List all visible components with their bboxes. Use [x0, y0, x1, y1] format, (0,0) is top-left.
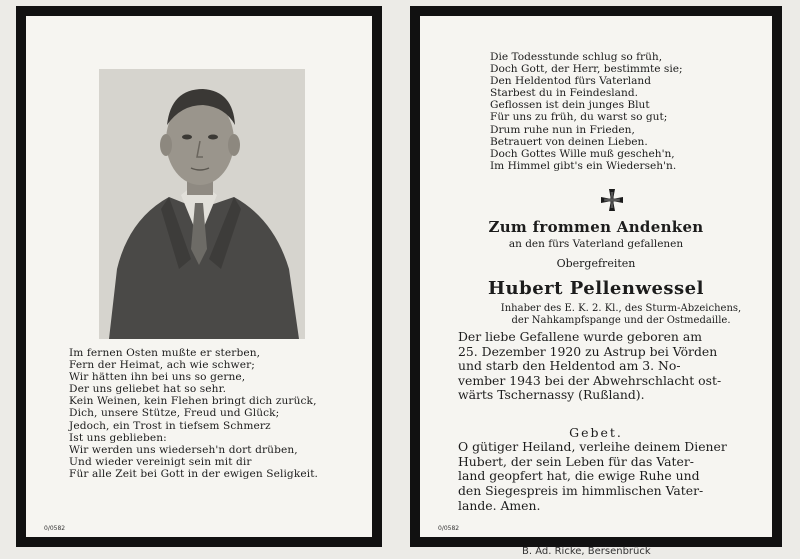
left-memorial-card: [16, 6, 382, 547]
rank-label: Obergefreiten: [556, 257, 636, 270]
poem-line: Geflossen ist dein junges Blut: [490, 99, 650, 112]
poem-line: Fern der Heimat, ach wie schwer;: [69, 359, 255, 372]
biography-text: [458, 330, 776, 403]
poem-line: Die Todesstunde schlug so früh,: [490, 51, 663, 63]
awards-text: [466, 303, 776, 327]
poem-line: Jedoch, ein Trost in tiefsem Schmerz: [69, 419, 271, 432]
bio-line: Der liebe Gefallene wurde geboren am: [458, 329, 702, 344]
printer-imprint: B. Ad. Ricke, Bersenbrück: [522, 546, 651, 557]
memorial-heading: Zum frommen Andenken: [488, 218, 704, 236]
prayer-line: lande. Amen.: [458, 497, 541, 513]
poem-line: Drum ruhe nun in Frieden,: [490, 123, 635, 136]
poem-line: Den Heldentod fürs Vaterland: [490, 75, 652, 88]
poem-line: Für uns zu früh, du warst so gut;: [490, 111, 668, 124]
right-poem: [490, 51, 683, 172]
poem-line: Im fernen Osten mußte er sterben,: [69, 347, 261, 359]
bio-line: wärts Tschernassy (Rußland).: [458, 387, 645, 402]
poem-line: Der uns geliebet hat so sehr.: [69, 383, 227, 396]
memorial-subheading: an den fürs Vaterland gefallenen: [508, 238, 684, 250]
poem-line: Kein Weinen, kein Flehen bringt dich zurück,: [69, 395, 317, 408]
awards-line: der Nahkampfspange und der Ostmedaille.: [511, 315, 731, 326]
left-card-paper: [26, 16, 372, 537]
iron-cross-icon: [600, 188, 624, 216]
poem-line: Wir werden uns wiederseh'n dort drüben,: [69, 443, 298, 456]
prayer-line: land geopfert hat, die ewige Ruhe und: [458, 468, 700, 484]
poem-line: Starbest du in Feindesland.: [490, 87, 638, 100]
poem-line: Für alle Zeit bei Gott in der ewigen Seligkeit.: [69, 467, 319, 480]
right-print-code: 0/0582: [438, 525, 460, 532]
poem-line: Im Himmel gibt's ein Wiederseh'n.: [490, 159, 677, 172]
bio-line: 25. Dezember 1920 zu Astrup bei Vörden: [458, 343, 718, 359]
poem-line: Und wieder vereinigt sein mit dir: [69, 455, 252, 468]
poem-line: Doch Gottes Wille muß gescheh'n,: [490, 147, 675, 160]
portrait-illustration: [99, 69, 305, 339]
poem-line: Betrauert von deinen Lieben.: [490, 135, 648, 148]
bio-line: und starb den Heldentod am 3. No-: [458, 358, 681, 373]
prayer-line: O gütiger Heiland, verleihe deinem Diener: [458, 439, 727, 454]
prayer-line: Hubert, der sein Leben für das Vater-: [458, 453, 694, 469]
poem-line: Wir hätten ihn bei uns so gerne,: [69, 371, 246, 384]
poem-line: Dich, unsere Stütze, Freud und Glück;: [69, 407, 280, 420]
right-card-paper: [420, 16, 772, 537]
left-poem: [69, 347, 369, 480]
awards-line: Inhaber des E. K. 2. Kl., des Sturm-Abzeichens,: [500, 303, 742, 314]
deceased-name: Hubert Pellenwessel: [488, 278, 704, 299]
poem-line: Doch Gott, der Herr, bestimmte sie;: [490, 63, 683, 76]
bio-line: vember 1943 bei der Abwehrschlacht ost-: [458, 372, 722, 388]
poem-line: Ist uns geblieben:: [69, 431, 167, 444]
prayer-line: den Siegespreis im himmlischen Vater-: [458, 483, 704, 499]
portrait-photo: [99, 69, 305, 339]
left-print-code: 0/0582: [44, 525, 66, 532]
prayer-title: Gebet.: [569, 425, 623, 440]
prayer-text: [458, 440, 776, 514]
right-memorial-card: [410, 6, 782, 547]
